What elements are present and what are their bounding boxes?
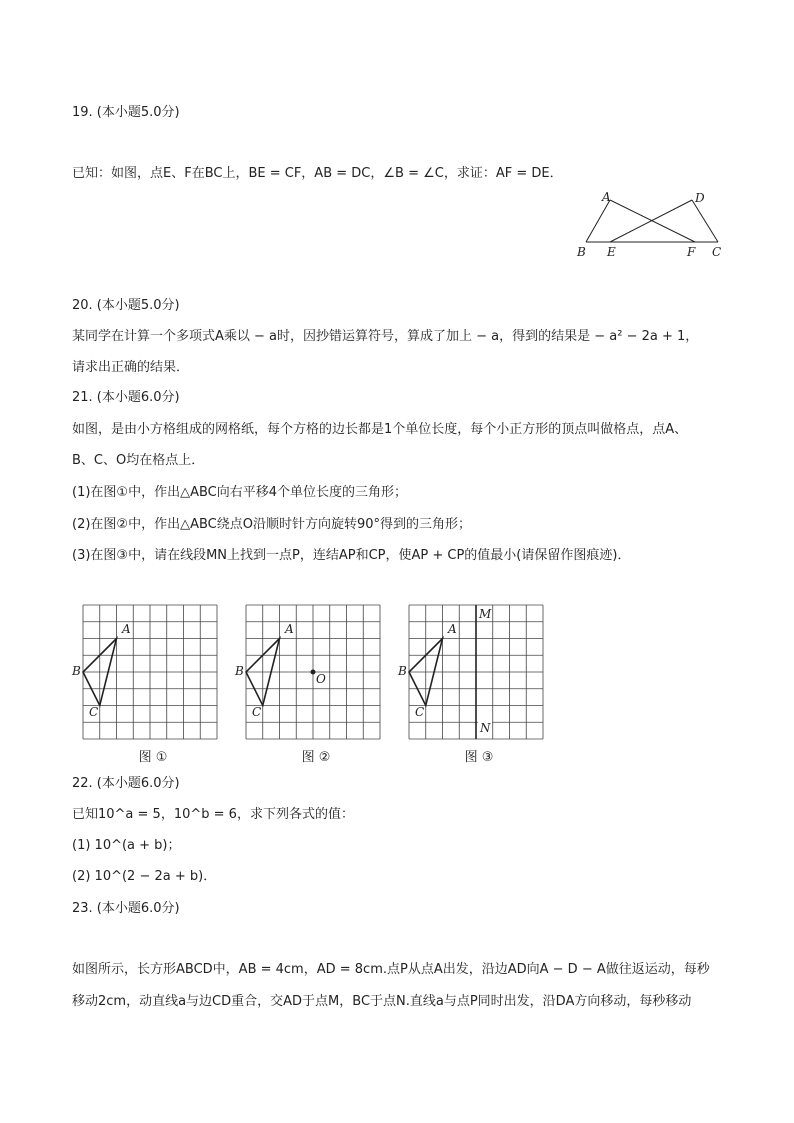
q19-statement: 已知：如图，点E、F在BC上，BE = CF，AB = DC，∠B = ∠C，求证：AF = DE． [72,166,563,181]
q21-line-2: B、C、O均在格点上． [72,453,205,468]
q21-line-1: 如图，是由小方格组成的网格纸，每个方格的边长都是1个单位长度，每个小正方形的顶点叫做格点，点A、 [72,422,688,437]
q21-header: 21. (本小题6.0分) [72,390,180,405]
q19-figure [574,188,724,264]
q20-header: 20. (本小题5.0分) [72,298,180,313]
q23-line-1: 如图所示，长方形ABCD中，AB = 4cm，AD = 8cm.点P从点A出发，沿边AD向A − D − A做往返运动，每秒 [72,962,710,977]
q21-item-1: (1)在图①中，作出△ABC向右平移4个单位长度的三角形； [72,485,407,500]
fig3-label-n: N [480,721,491,735]
q19-label-a: A [602,190,611,204]
q19-label-e: E [607,245,616,259]
q22-statement: 已知10^a = 5，10^b = 6，求下列各式的值： [72,807,354,822]
fig2-caption: 图 ② [301,750,331,765]
fig1-label-a: A [122,622,131,636]
q20-line-1: 某同学在计算一个多项式A乘以 − a时，因抄错运算符号，算成了加上 − a，得到的结果是 − a² − 2a + 1， [72,329,699,344]
q22-item-2: (2) 10^(2 − 2a + b)． [72,869,217,884]
q19-label-b: B [577,245,586,259]
fig3-label-m: M [479,607,492,621]
grid-figure-1 [70,600,220,740]
fig1-label-b: B [72,664,81,678]
point-o [311,670,316,675]
q20-line-2: 请求出正确的结果． [72,360,190,375]
q21-item-2: (2)在图②中，作出△ABC绕点O沿顺时针方向旋转90°得到的三角形； [72,517,472,532]
q21-item-3: (3)在图③中，请在线段MN上找到一点P，连结AP和CP，使AP + CP的值最小(请保留作图痕迹)． [72,548,631,563]
q23-header: 23. (本小题6.0分) [72,901,180,916]
q19-label-c: C [712,245,722,259]
q22-header: 22. (本小题6.0分) [72,776,180,791]
fig2-label-a: A [285,622,294,636]
q23-line-2: 移动2cm，动直线a与边CD重合，交AD于点M，BC于点N.直线a与点P同时出发，沿DA方向移动，每秒移动 [72,994,692,1009]
q19-header: 19. (本小题5.0分) [72,105,180,120]
fig3-label-a: A [448,622,457,636]
fig3-label-c: C [415,705,425,719]
fig3-caption: 图 ③ [464,750,494,765]
q19-label-d: D [695,191,705,205]
fig2-label-o: O [316,672,326,686]
q19-label-f: F [687,245,696,259]
fig2-label-b: B [235,664,244,678]
q22-item-1: (1) 10^(a + b)； [72,838,181,853]
grid-figure-2 [233,600,383,740]
fig1-caption: 图 ① [138,750,168,765]
grid-figure-3 [396,600,546,740]
fig2-label-c: C [252,705,262,719]
fig1-label-c: C [89,705,99,719]
fig3-label-b: B [398,664,407,678]
